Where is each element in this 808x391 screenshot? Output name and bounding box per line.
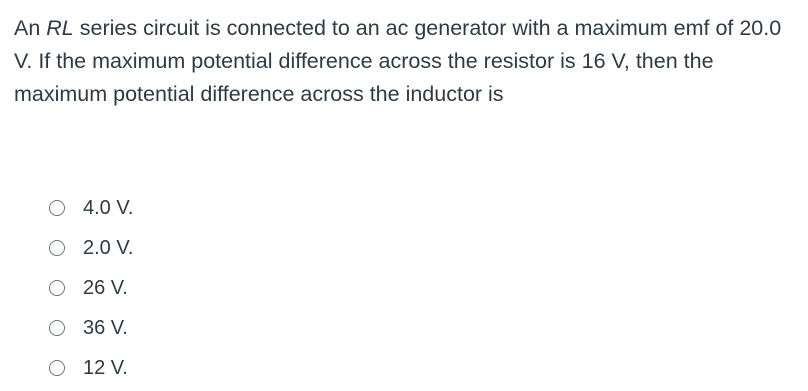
radio-icon[interactable] — [49, 320, 65, 336]
answer-label: 2.0 V. — [83, 236, 134, 259]
answer-option-4[interactable] — [49, 308, 133, 348]
question-prefix: An — [14, 16, 47, 40]
radio-icon[interactable] — [49, 360, 65, 376]
answer-label: 12 V. — [83, 356, 128, 379]
answer-label: 4.0 V. — [83, 196, 134, 219]
answer-option-1[interactable] — [49, 188, 133, 228]
answer-options — [49, 188, 133, 388]
question-suffix: series circuit is connected to an ac generator with a maximum emf of 20.0 V. If the maximum potential difference across the resistor is 16 V, then the maximum potential difference across the inductor is — [14, 16, 782, 106]
answer-option-2[interactable] — [49, 228, 133, 268]
answer-option-5[interactable] — [49, 348, 133, 388]
answer-label: 36 V. — [83, 316, 128, 339]
question-emphasis: RL — [46, 16, 74, 40]
answer-option-3[interactable] — [49, 268, 133, 308]
answer-label: 26 V. — [83, 276, 128, 299]
radio-icon[interactable] — [49, 240, 65, 256]
radio-icon[interactable] — [49, 200, 65, 216]
question-text — [14, 12, 799, 111]
radio-icon[interactable] — [49, 280, 65, 296]
